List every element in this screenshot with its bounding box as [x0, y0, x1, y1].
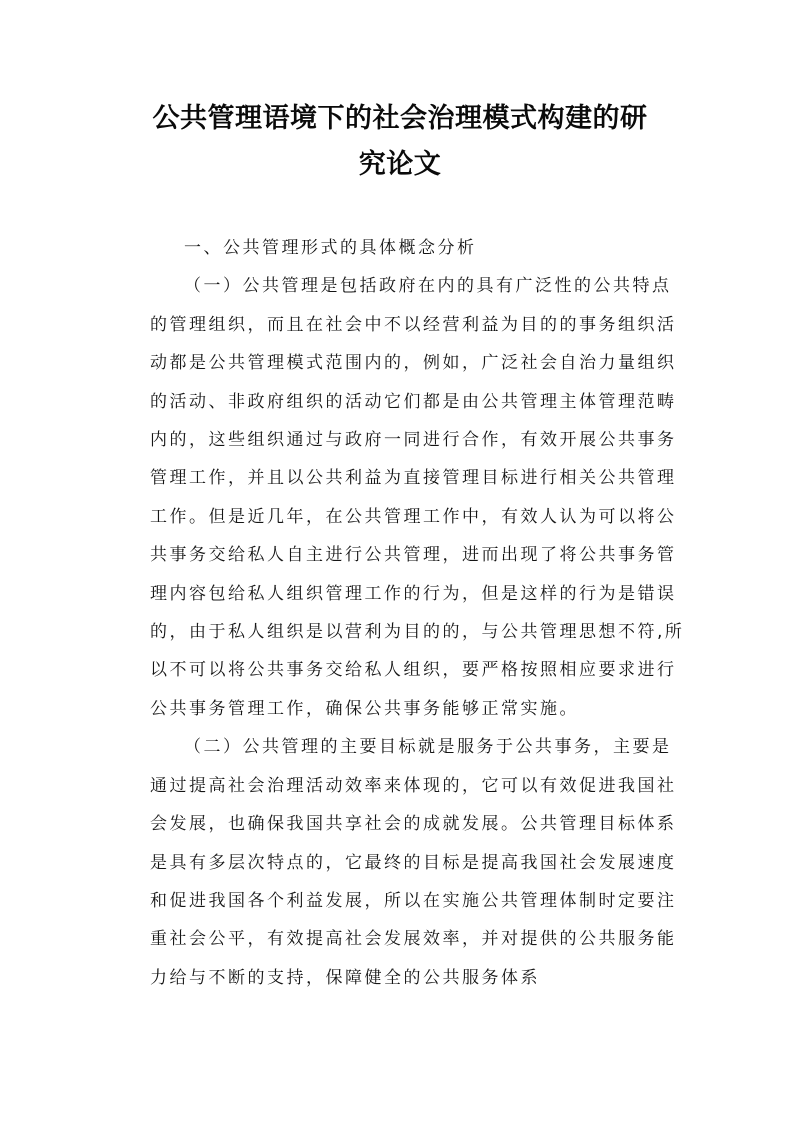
paragraph-2: （二）公共管理的主要目标就是服务于公共事务，主要是通过提高社会治理活动效率来体现的，它可以有效促进我国社会发展，也确保我国共享社会的成就发展。公共管理目标体系是具有多层次特点的，它最终的目标是提高我国社会发展速度和促进我国各个利益发展，所以在实施公共管理体制时定要注重社会公平，有效提高社会发展效率，并对提供的公共服务能力给与不断的支持，保障健全的公共服务体系 [150, 737, 677, 988]
title-line-1: 公共管理语境下的社会治理模式构建的研 [152, 103, 648, 134]
paragraph-1: （一）公共管理是包括政府在内的具有广泛性的公共特点的管理组织，而且在社会中不以经营利益为目的的事务组织活动都是公共管理模式范围内的，例如，广泛社会自治力量组织的活动、非政府组织的活动它们都是由公共管理主体管理范畴内的，这些组织通过与政府一同进行合作，有效开展公共事务管理工作，并且以公共利益为直接管理目标进行相关公共管理工作。但是近几年，在公共管理工作中，有效人认为可以将公共事务交给私人自主进行公共管理，进而出现了将公共事务管理内容包给私人组织管理工作的行为，但是这样的行为是错误的，由于私人组织是以营利为目的的，与公共管理思想不符,所以不可以将公共事务交给私人组织，要严格按照相应要求进行公共事务管理工作，确保公共事务能够正常实施。 [150, 276, 685, 719]
section-heading: 一、公共管理形式的具体概念分析 [184, 238, 477, 258]
title-line-2: 究论文 [358, 149, 442, 180]
document-body [150, 229, 690, 997]
document-title [120, 96, 680, 188]
